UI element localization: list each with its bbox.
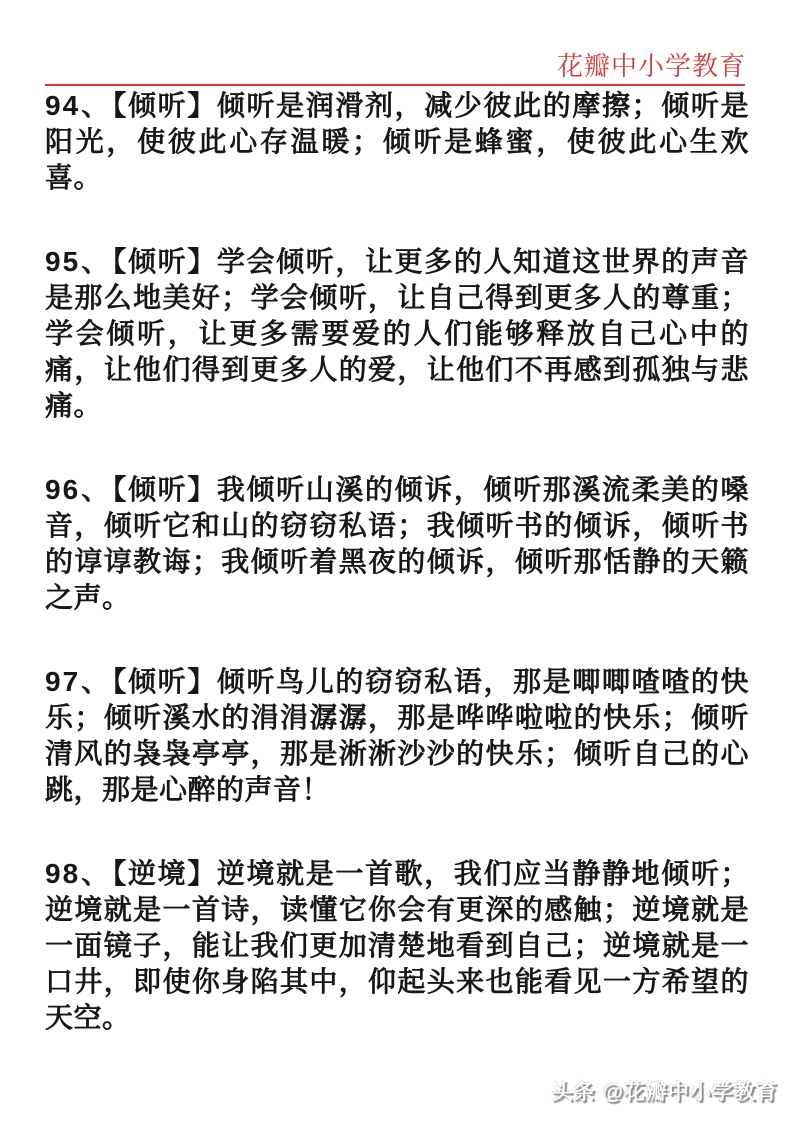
header-divider — [45, 84, 745, 86]
quote-item-94 — [45, 88, 749, 196]
watermark: 头条 @花瓣中小学教育 — [551, 1081, 778, 1104]
quote-text: 逆境就是一首歌，我们应当静静地倾听；逆境就是一首诗，读懂它你会有更深的感触；逆境就是一面镜子，能让我们更加清楚地看到自己；逆境就是一口井，即使你身陷其中，仰起头来也能看见一方希望的天空。 — [45, 858, 749, 1033]
quote-text: 学会倾听，让更多的人知道这世界的声音是那么地美好；学会倾听，让自己得到更多人的尊重；学会倾听，让更多需要爱的人们能够释放自己心中的痛，让他们得到更多人的爱，让他们不再感到孤独与悲痛。 — [45, 246, 749, 421]
quotes-list — [45, 88, 749, 1036]
quote-number: 94、 — [45, 90, 113, 121]
quote-tag: 【倾听】 — [112, 90, 217, 121]
quote-item-98 — [45, 856, 749, 1036]
quote-text: 倾听是润滑剂，减少彼此的摩擦；倾听是阳光，使彼此心存温暖；倾听是蜂蜜，使彼此心生欢喜。 — [45, 90, 749, 193]
quote-tag: 【倾听】 — [112, 666, 217, 697]
quote-text: 倾听鸟儿的窃窃私语，那是唧唧喳喳的快乐；倾听溪水的涓涓潺潺，那是哗哗啦啦的快乐；倾听清风的袅袅亭亭，那是淅淅沙沙的快乐；倾听自己的心跳，那是心醉的声音！ — [45, 666, 749, 805]
quote-tag: 【倾听】 — [112, 246, 217, 277]
quote-number: 96、 — [45, 474, 113, 505]
quote-number: 98、 — [45, 858, 113, 889]
quote-tag: 【倾听】 — [112, 474, 217, 505]
quote-number: 97、 — [45, 666, 113, 697]
quote-item-96 — [45, 472, 749, 616]
quote-text: 我倾听山溪的倾诉，倾听那溪流柔美的嗓音，倾听它和山的窃窃私语；我倾听书的倾诉，倾听书的谆谆教诲；我倾听着黑夜的倾诉，倾听那恬静的天籁之声。 — [45, 474, 749, 613]
brand-header: 花瓣中小学教育 — [556, 52, 746, 81]
quote-item-95 — [45, 244, 749, 424]
quote-tag: 【逆境】 — [112, 858, 217, 889]
quote-number: 95、 — [45, 246, 113, 277]
quote-item-97 — [45, 664, 749, 808]
